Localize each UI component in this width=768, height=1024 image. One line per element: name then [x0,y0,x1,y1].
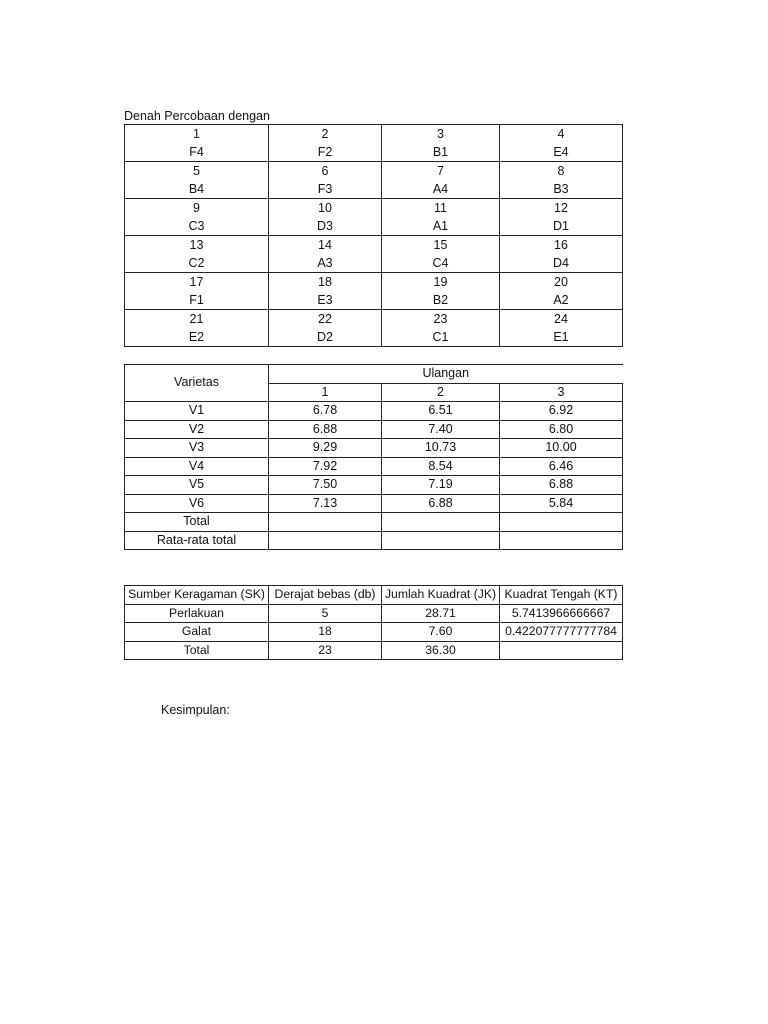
plot-number: 15 [382,236,500,255]
observation-value: 5.84 [500,494,623,513]
anova-header: Kuadrat Tengah (KT) [500,586,623,605]
plot-treatment: A4 [382,180,500,199]
observation-value: 7.92 [269,457,382,476]
anova-header: Sumber Keragaman (SK) [125,586,269,605]
layout-row-numbers [125,236,623,255]
observation-data-table [124,364,623,550]
plot-treatment: B3 [500,180,623,199]
plot-treatment: D1 [500,217,623,236]
plot-number: 10 [269,199,382,218]
plot-number: 11 [382,199,500,218]
plot-treatment: A3 [269,254,382,273]
observation-value: 6.78 [269,402,382,421]
experiment-layout-table [124,124,623,347]
anova-cell: 23 [269,641,382,660]
anova-cell: 5.7413966666667 [500,604,623,623]
observation-value: 7.40 [382,420,500,439]
observation-value: 6.88 [500,476,623,495]
anova-cell: 28.71 [382,604,500,623]
observation-value: 6.80 [500,420,623,439]
plot-treatment: B1 [382,143,500,162]
anova-cell: Galat [125,623,269,642]
anova-cell: 18 [269,623,382,642]
ulangan-header: Ulangan [269,365,623,384]
anova-cell: 7.60 [382,623,500,642]
variety-name: V6 [125,494,269,513]
plot-number: 14 [269,236,382,255]
observation-value: 7.50 [269,476,382,495]
plot-treatment: A1 [382,217,500,236]
plot-number: 5 [125,162,269,181]
ulangan-col-header: 2 [382,383,500,402]
table-row [125,604,623,623]
plot-treatment: D2 [269,328,382,347]
layout-row-numbers [125,162,623,181]
variety-name: V3 [125,439,269,458]
ulangan-col-header: 1 [269,383,382,402]
table-row [125,494,623,513]
plot-number: 13 [125,236,269,255]
plot-treatment: C2 [125,254,269,273]
observation-value: 7.13 [269,494,382,513]
plot-number: 4 [500,125,623,144]
plot-treatment: E2 [125,328,269,347]
plot-number: 8 [500,162,623,181]
plot-treatment: D3 [269,217,382,236]
plot-number: 9 [125,199,269,218]
table-row [125,513,623,532]
variety-name: V4 [125,457,269,476]
anova-cell: 0.422077777777784 [500,623,623,642]
plot-number: 22 [269,310,382,329]
anova-cell: 36.30 [382,641,500,660]
anova-table [124,585,623,660]
layout-row-numbers [125,199,623,218]
observation-value: 7.19 [382,476,500,495]
observation-value [500,531,623,550]
plot-number: 19 [382,273,500,292]
table-row [125,641,623,660]
table-row [125,476,623,495]
ulangan-col-header: 3 [500,383,623,402]
layout-row-numbers [125,125,623,144]
plot-treatment: A2 [500,291,623,310]
table-row [125,531,623,550]
observation-value: 6.51 [382,402,500,421]
table-row [125,420,623,439]
plot-treatment: E1 [500,328,623,347]
layout-row-treatments [125,254,623,273]
plot-treatment: D4 [500,254,623,273]
layout-row-treatments [125,180,623,199]
plot-number: 3 [382,125,500,144]
observation-value [269,513,382,532]
plot-number: 24 [500,310,623,329]
plot-number: 18 [269,273,382,292]
plot-treatment: F4 [125,143,269,162]
observation-value: 6.46 [500,457,623,476]
table-row [125,623,623,642]
layout-row-numbers [125,310,623,329]
variety-name: V5 [125,476,269,495]
plot-treatment: E4 [500,143,623,162]
plot-treatment: F3 [269,180,382,199]
plot-number: 6 [269,162,382,181]
observation-value: 10.73 [382,439,500,458]
plot-treatment: B4 [125,180,269,199]
plot-number: 20 [500,273,623,292]
variety-name: Total [125,513,269,532]
varietas-header: Varietas [125,365,269,402]
plot-number: 7 [382,162,500,181]
observation-value [500,513,623,532]
layout-row-treatments [125,217,623,236]
conclusion-label: Kesimpulan: [161,703,230,717]
plot-number: 2 [269,125,382,144]
plot-treatment: F1 [125,291,269,310]
plot-treatment: F2 [269,143,382,162]
table-row [125,457,623,476]
variety-name: V1 [125,402,269,421]
observation-value: 8.54 [382,457,500,476]
observation-value: 6.88 [382,494,500,513]
layout-row-treatments [125,143,623,162]
observation-value [382,531,500,550]
layout-row-treatments [125,328,623,347]
plot-treatment: E3 [269,291,382,310]
observation-value: 9.29 [269,439,382,458]
plot-number: 23 [382,310,500,329]
layout-row-numbers [125,273,623,292]
plot-treatment: B2 [382,291,500,310]
plot-treatment: C4 [382,254,500,273]
plot-treatment: C1 [382,328,500,347]
observation-value: 10.00 [500,439,623,458]
plot-number: 21 [125,310,269,329]
table-row [125,439,623,458]
layout-row-treatments [125,291,623,310]
anova-cell [500,641,623,660]
anova-cell: 5 [269,604,382,623]
plot-number: 12 [500,199,623,218]
variety-name: V2 [125,420,269,439]
anova-header: Derajat bebas (db) [269,586,382,605]
anova-header: Jumlah Kuadrat (JK) [382,586,500,605]
observation-value [382,513,500,532]
table-row [125,402,623,421]
plot-treatment: C3 [125,217,269,236]
plot-number: 17 [125,273,269,292]
observation-value: 6.92 [500,402,623,421]
plot-number: 16 [500,236,623,255]
anova-cell: Total [125,641,269,660]
variety-name: Rata-rata total [125,531,269,550]
anova-cell: Perlakuan [125,604,269,623]
plot-number: 1 [125,125,269,144]
layout-title: Denah Percobaan dengan [124,109,270,123]
observation-value: 6.88 [269,420,382,439]
observation-value [269,531,382,550]
